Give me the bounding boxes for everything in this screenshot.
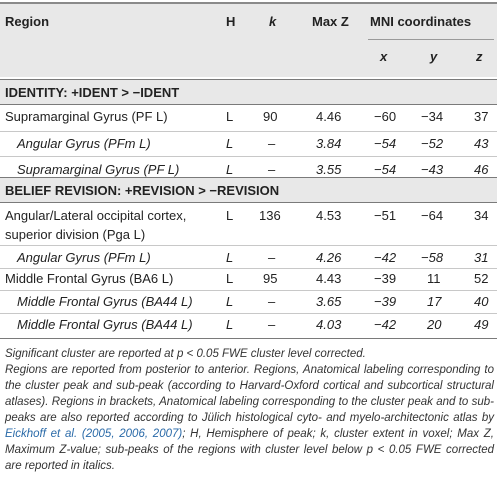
cell-maxz: 4.03 <box>316 317 342 332</box>
cell-z: 49 <box>474 317 489 332</box>
cell-z: 34 <box>474 208 489 223</box>
cell-hemisphere: L <box>226 162 234 177</box>
cell-maxz: 3.84 <box>316 136 342 151</box>
row-divider <box>0 156 497 157</box>
cell-hemisphere: L <box>226 250 234 265</box>
cell-z: 46 <box>474 162 489 177</box>
cell-k: 95 <box>263 271 278 286</box>
cell-x: −39 <box>374 271 397 286</box>
footnote-significance: Significant cluster are reported at p < 0.05 FWE cluster level corrected. <box>5 348 366 360</box>
header-hemisphere: H <box>226 14 236 29</box>
table-header <box>0 4 497 77</box>
header-region: Region <box>5 14 50 29</box>
cell-maxz: 4.43 <box>316 271 342 286</box>
cell-k: – <box>268 317 276 332</box>
cell-k: 90 <box>263 109 278 124</box>
cell-z: 40 <box>474 294 489 309</box>
row-divider <box>0 268 497 269</box>
cell-x: −42 <box>374 250 397 265</box>
cell-z: 52 <box>474 271 489 286</box>
header-max-z-text: Max Z <box>312 14 349 29</box>
cell-region: Angular Gyrus (PFm L) <box>17 136 151 151</box>
cell-maxz: 4.46 <box>316 109 342 124</box>
table-bottom-rule <box>0 338 497 339</box>
cell-hemisphere: L <box>226 109 234 124</box>
header-cluster-extent: k <box>269 14 277 29</box>
cell-region: Supramarginal Gyrus (PF L) <box>17 162 180 177</box>
cell-hemisphere: L <box>226 208 234 223</box>
cell-z: 37 <box>474 109 489 124</box>
header-max-z <box>312 14 349 30</box>
cell-region: Angular/Lateral occipital cortex, <box>5 208 187 223</box>
cell-z: 31 <box>474 250 489 265</box>
row-divider <box>0 245 497 246</box>
cell-y: −34 <box>421 109 444 124</box>
citation-link[interactable]: Eickhoff et al. (2005, 2006, 2007) <box>5 428 183 440</box>
header-y: y <box>430 49 438 64</box>
footnote-regions-text: Regions are reported from posterior to anterior. Regions, Anatomical labeling corresponding to the cluster peak and sub-peak (according to Harvard-Oxford cortical and subcortical structural atlases). Regions in brackets, Anatomical labeling corresponding to the cluster peak and to sub-peaks are also reported according to Jülich histological cyto- and myelo-architectonic atlas by <box>5 364 494 424</box>
cell-y: −64 <box>421 208 444 223</box>
cell-k: – <box>268 136 276 151</box>
cell-hemisphere: L <box>226 294 234 309</box>
section-title: IDENTITY: +IDENT > −IDENT <box>5 85 180 100</box>
header-mni-coordinates: MNI coordinates <box>370 14 472 29</box>
section-belief-revision <box>0 177 497 203</box>
mni-underline <box>368 39 494 40</box>
cell-hemisphere: L <box>226 271 234 286</box>
footnote-regions-text-end: ; H, Hemisphere of peak; k, cluster extent in voxel; Max Z, Maximum Z-value; sub-peaks of the regions with cluster level below p < 0.05 FWE corrected are reported in italics. <box>5 428 494 472</box>
cell-region: Angular Gyrus (PFm L) <box>17 250 151 265</box>
cell-k: 136 <box>259 208 281 223</box>
cell-region: Middle Frontal Gyrus (BA44 L) <box>17 294 193 309</box>
cell-maxz: 4.26 <box>316 250 342 265</box>
cell-y: 17 <box>427 294 442 309</box>
cell-y: −52 <box>421 136 444 151</box>
cell-x: −60 <box>374 109 397 124</box>
header-x: x <box>380 49 388 64</box>
cell-k: – <box>268 250 276 265</box>
header-z: z <box>476 49 483 64</box>
row-divider <box>0 131 497 132</box>
cell-region: Middle Frontal Gyrus (BA6 L) <box>5 271 174 286</box>
cell-region: Supramarginal Gyrus (PF L) <box>5 109 168 124</box>
cell-z: 43 <box>474 136 489 151</box>
cell-k: – <box>268 162 276 177</box>
row-divider <box>0 290 497 291</box>
row-divider <box>0 313 497 314</box>
cell-region: Middle Frontal Gyrus (BA44 L) <box>17 317 193 332</box>
cell-region-line2: superior division (Pga L) <box>5 227 146 242</box>
section-title: BELIEF REVISION: +REVISION > −REVISION <box>5 183 280 198</box>
cell-y: −58 <box>421 250 444 265</box>
cell-x: −54 <box>374 136 397 151</box>
cell-y: −43 <box>421 162 444 177</box>
cell-y: 11 <box>427 271 441 286</box>
cell-y: 20 <box>427 317 442 332</box>
section-identity <box>0 79 497 105</box>
cell-maxz: 3.65 <box>316 294 342 309</box>
cell-hemisphere: L <box>226 136 234 151</box>
cell-x: −39 <box>374 294 397 309</box>
cell-maxz: 3.55 <box>316 162 342 177</box>
cell-x: −54 <box>374 162 397 177</box>
table-footnotes <box>5 346 494 474</box>
cell-k: – <box>268 294 276 309</box>
footnote-regions <box>5 362 494 474</box>
cell-x: −42 <box>374 317 397 332</box>
cell-x: −51 <box>374 208 397 223</box>
table-row <box>0 208 497 248</box>
cell-hemisphere: L <box>226 317 234 332</box>
cell-maxz: 4.53 <box>316 208 342 223</box>
